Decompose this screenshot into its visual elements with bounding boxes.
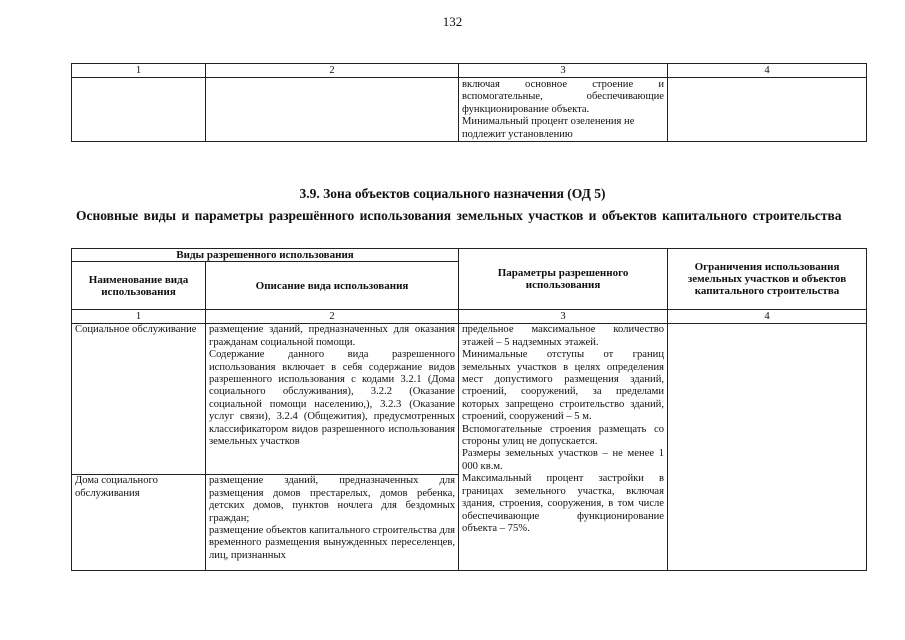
use-name: Дома социального обслуживания [72, 475, 206, 571]
column-number: 4 [668, 64, 867, 78]
cell-paragraph: Минимальный процент озеленения не подлежит установлению [462, 116, 635, 140]
column-number: 1 [72, 310, 206, 324]
table-row [72, 324, 867, 475]
use-restrictions [668, 324, 867, 571]
column-number-row [72, 310, 867, 324]
cell-paragraph: Минимальные отступы от границ земельных участков в целях определения мест допустимого размещения зданий, строений, сооружений, за пределами которых запрещено строительство зданий, строений, сооружений – 5 м. [462, 349, 665, 423]
cell-paragraph: предельное максимальное количество этажей – 5 надземных этажей. [462, 324, 665, 348]
section-title: 3.9. Зона объектов социального назначения (ОД 5) [299, 186, 606, 201]
header-description: Описание вида использования [206, 262, 459, 310]
column-number: 2 [206, 310, 459, 324]
use-name: Социальное обслуживание [72, 324, 206, 475]
table-row [72, 78, 867, 142]
land-use-table [71, 248, 867, 571]
cell-paragraph: Содержание данного вида разрешенного использования включает в себя содержание видов разрешенного использования с кодами 3.2.1 (Дома социального обслуживания), 3.2.2 (Оказание социальной помощи населению,), 3.2.3 (Оказание услуг связи), 3.2.4 (Общежития), предусмотренных классификатором видов разрешенного использования земельных участков [209, 349, 456, 448]
column-number: 4 [668, 310, 867, 324]
column-number: 3 [459, 64, 668, 78]
cell-paragraph: включая основное строение и вспомогательные, обеспечивающие функционирование объекта. [462, 79, 664, 115]
cell-paragraph: размещение зданий, предназначенных для оказания гражданам социальной помощи. [209, 324, 456, 348]
continuation-table [71, 63, 867, 142]
cell-paragraph: размещение объектов капитального строительства для временного размещения вынужденных переселенцев, лиц, признанных [209, 525, 456, 561]
use-parameters [459, 324, 668, 571]
table-cell [72, 78, 206, 142]
use-description [206, 475, 459, 571]
table-cell [206, 78, 459, 142]
column-number: 1 [72, 64, 206, 78]
header-group: Виды разрешенного использования [72, 249, 459, 262]
column-number: 2 [206, 64, 459, 78]
cell-paragraph: Максимальный процент застройки в границах земельного участка, включая здания, строения, сооружения, в том числе обеспечивающие функционирование объекта – 75%. [462, 473, 665, 534]
table-cell [668, 78, 867, 142]
cell-paragraph: размещение зданий, предназначенных для размещения домов престарелых, домов ребенка, детских домов, пунктов ночлега для бездомных граждан; [209, 475, 456, 524]
header-row [72, 249, 867, 262]
column-number: 3 [459, 310, 668, 324]
page-number: 132 [442, 14, 463, 29]
table-cell [459, 78, 668, 142]
header-parameters: Параметры разрешенного использования [459, 249, 668, 310]
cell-paragraph: Размеры земельных участков – не менее 1 000 кв.м. [462, 448, 665, 472]
column-number-row [72, 64, 867, 78]
cell-paragraph: Вспомогательные строения размещать со стороны улиц не допускается. [462, 423, 665, 448]
section-subtitle: Основные виды и параметры разрешённого использования земельных участков и объектов капитального строительства [76, 208, 842, 223]
use-description [206, 324, 459, 475]
header-restrictions: Ограничения использования земельных участков и объектов капитального строительства [668, 249, 867, 310]
header-name: Наименование вида использования [72, 262, 206, 310]
